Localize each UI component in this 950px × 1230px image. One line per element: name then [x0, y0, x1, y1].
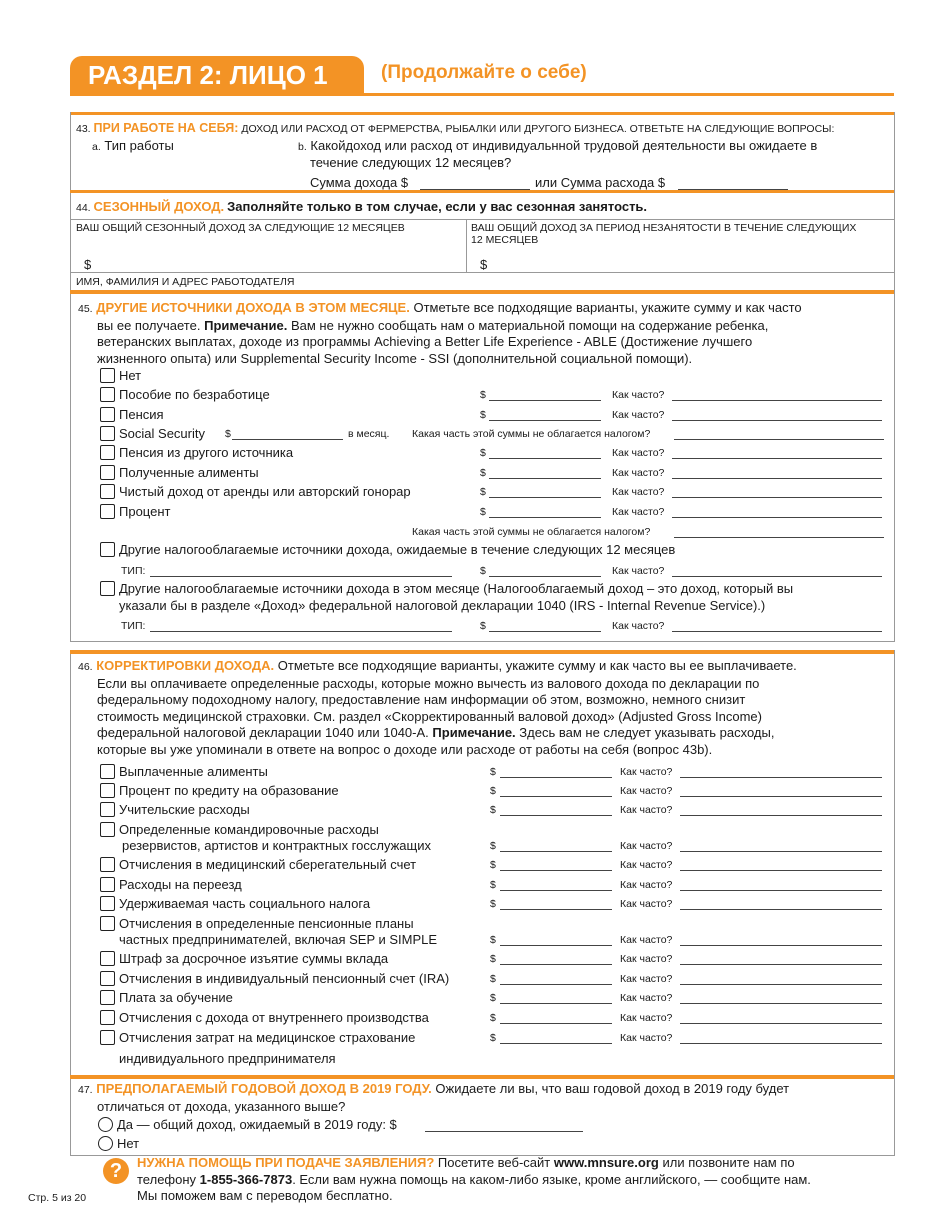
how-often-label: Как часто?: [612, 389, 665, 401]
dollar-sign: $: [480, 565, 486, 577]
social-security-amount-field[interactable]: [232, 439, 343, 440]
dollar-sign: $: [490, 840, 496, 852]
income-source-checkbox[interactable]: [100, 445, 115, 460]
how-often-label: Как часто?: [612, 506, 665, 518]
amount-field[interactable]: [489, 576, 601, 577]
dollar-sign: $: [480, 409, 486, 421]
how-often-label: Как часто?: [612, 447, 665, 459]
dollar-sign: $: [490, 992, 496, 1004]
dollar-sign: $: [490, 766, 496, 778]
dollar-sign: $: [225, 428, 231, 440]
adjustment-label: Отчисления в индивидуальный пенсионный счет (IRA): [119, 971, 450, 986]
unemployment-income-label-2: 12 МЕСЯЦЕВ: [471, 234, 539, 246]
adjustment-checkbox[interactable]: [100, 971, 115, 986]
divider: [70, 190, 894, 193]
dollar-sign: $: [490, 934, 496, 946]
amount-field[interactable]: [489, 497, 601, 498]
amount-field[interactable]: [500, 815, 612, 816]
how-often-label: Как часто?: [620, 898, 673, 910]
amount-field[interactable]: [489, 517, 601, 518]
dollar-sign: $: [480, 506, 486, 518]
frequency-field[interactable]: [680, 984, 882, 985]
adjustment-checkbox[interactable]: [100, 896, 115, 911]
amount-field[interactable]: [500, 777, 612, 778]
income-source-label: Пенсия из другого источника: [119, 445, 294, 460]
how-often-label: Как часто?: [612, 486, 665, 498]
amount-field[interactable]: [489, 400, 601, 401]
divider: [70, 1075, 894, 1079]
seasonal-income-field[interactable]: $: [84, 257, 92, 272]
income-source-label: Процент: [119, 504, 171, 519]
how-often-label: Как часто?: [620, 785, 673, 797]
type-field[interactable]: [150, 631, 452, 632]
frequency-field[interactable]: [680, 1003, 882, 1004]
amount-field[interactable]: [500, 851, 612, 852]
income-source-checkbox[interactable]: [100, 484, 115, 499]
adjustment-checkbox[interactable]: [100, 951, 115, 966]
how-often-label: Как часто?: [620, 1032, 673, 1044]
divider: [70, 290, 894, 294]
adjustment-checkbox[interactable]: [100, 822, 115, 837]
q43b-label-2: течение следующих 12 месяцев?: [310, 155, 512, 170]
adjustment-label: Расходы на переезд: [119, 877, 242, 892]
frequency-field[interactable]: [680, 870, 882, 871]
question-icon: ?: [103, 1158, 129, 1184]
social-security-label: Social Security: [119, 426, 205, 441]
section-title: РАЗДЕЛ 2: ЛИЦО 1: [88, 60, 328, 90]
frequency-field[interactable]: [672, 420, 882, 421]
income-source-checkbox[interactable]: [100, 387, 115, 402]
other-taxable-month-label-2: указали бы в разделе «Доход» федеральной налоговой декларации 1040 (IRS - Internal Revenue Service).): [119, 598, 766, 613]
frequency-field[interactable]: [672, 517, 882, 518]
other-taxable-month-label: Другие налогооблагаемые источники дохода в этом месяце (Налогооблагаемый доход – это доход, который вы: [119, 581, 794, 596]
adjustment-checkbox[interactable]: [100, 764, 115, 779]
frequency-field[interactable]: [680, 945, 882, 946]
frequency-field[interactable]: [680, 1043, 882, 1044]
seasonal-income-label: ВАШ ОБЩИЙ СЕЗОННЫЙ ДОХОД ЗА СЛЕДУЮЩИЕ 12 МЕСЯЦЕВ: [76, 222, 405, 234]
divider: [70, 93, 894, 96]
border: [894, 650, 895, 1156]
dollar-sign: $: [490, 1012, 496, 1024]
adjustment-label: Отчисления затрат на медицинское страхование: [119, 1030, 416, 1045]
adjustment-checkbox[interactable]: [100, 1010, 115, 1025]
expense-label: или Сумма расхода $: [535, 175, 666, 190]
unemployment-income-label: ВАШ ОБЩИЙ ДОХОД ЗА ПЕРИОД НЕЗАНЯТОСТИ В ТЕЧЕНИЕ СЛЕДУЮЩИХ: [471, 222, 857, 234]
dollar-sign: $: [480, 447, 486, 459]
adjustment-checkbox[interactable]: [100, 802, 115, 817]
other-taxable-month-checkbox[interactable]: [100, 581, 115, 596]
how-often-label: Как часто?: [620, 879, 673, 891]
frequency-field[interactable]: [680, 796, 882, 797]
adjustment-label-2: индивидуального предпринимателя: [119, 1051, 336, 1066]
amount-field[interactable]: [500, 870, 612, 871]
amount-field[interactable]: [489, 420, 601, 421]
income-source-checkbox[interactable]: [100, 465, 115, 480]
adjustment-label: Учительские расходы: [119, 802, 250, 817]
amount-field[interactable]: [489, 478, 601, 479]
q43-heading: 43. ПРИ РАБОТЕ НА СЕБЯ: ДОХОД ИЛИ РАСХОД ОТ ФЕРМЕРСТВА, РЫБАЛКИ ИЛИ ДРУГОГО БИЗНЕСА. ОТВЕТЬТЕ НА СЛЕДУЮЩИЕ ВОПРОСЫ:: [76, 121, 835, 135]
income-source-checkbox[interactable]: [100, 504, 115, 519]
frequency-field[interactable]: [672, 458, 882, 459]
yes-radio[interactable]: [98, 1117, 113, 1132]
frequency-field[interactable]: [672, 478, 882, 479]
border: [70, 641, 895, 642]
adjustment-checkbox[interactable]: [100, 916, 115, 931]
adjustment-checkbox[interactable]: [100, 990, 115, 1005]
none-label: Нет: [119, 368, 142, 383]
adjustment-label: Отчисления в определенные пенсионные планы: [119, 916, 414, 931]
dollar-sign: $: [480, 389, 486, 401]
q44-heading: 44. СЕЗОННЫЙ ДОХОД. Заполняйте только в том случае, если у вас сезонная занятость.: [76, 199, 648, 214]
taxfree-label: Какая часть этой суммы не облагается налогом?: [412, 428, 651, 440]
yes-label: Да — общий доход, ожидаемый в 2019 году: $: [117, 1117, 397, 1132]
amount-field[interactable]: [500, 945, 612, 946]
frequency-field[interactable]: [680, 890, 882, 891]
annual-income-field[interactable]: [425, 1131, 583, 1132]
frequency-field[interactable]: [672, 576, 882, 577]
how-often-label: Как часто?: [620, 934, 673, 946]
no-label: Нет: [117, 1136, 140, 1151]
income-source-label: Пособие по безработице: [119, 387, 270, 402]
adjustment-label-2: частных предпринимателей, включая SEP и SIMPLE: [119, 932, 438, 947]
divider: [70, 112, 894, 115]
divider: [70, 272, 895, 273]
border: [894, 112, 895, 642]
income-source-label: Полученные алименты: [119, 465, 259, 480]
other-taxable-12m-checkbox[interactable]: [100, 542, 115, 557]
adjustment-checkbox[interactable]: [100, 857, 115, 872]
dollar-sign: $: [480, 467, 486, 479]
adjustment-label: Выплаченные алименты: [119, 764, 268, 779]
amount-field[interactable]: [489, 458, 601, 459]
dollar-sign: $: [490, 1032, 496, 1044]
amount-field[interactable]: [500, 1023, 612, 1024]
how-often-label: Как часто?: [620, 973, 673, 985]
how-often-label: Как часто?: [612, 467, 665, 479]
how-often-label: Как часто?: [620, 992, 673, 1004]
frequency-field[interactable]: [672, 631, 882, 632]
frequency-field[interactable]: [672, 497, 882, 498]
dollar-sign: $: [490, 973, 496, 985]
type-label: ТИП:: [121, 620, 146, 632]
income-source-checkbox[interactable]: [100, 407, 115, 422]
how-often-label: Как часто?: [620, 840, 673, 852]
page-number: Стр. 5 из 20: [28, 1192, 87, 1204]
amount-field[interactable]: [500, 964, 612, 965]
section-subtitle: (Продолжайте о себе): [381, 62, 587, 83]
how-often-label: Как часто?: [612, 565, 665, 577]
help-text: НУЖНА ПОМОЩЬ ПРИ ПОДАЧЕ ЗАЯВЛЕНИЯ? Посетите веб-сайт www.mnsure.org или позвоните нам по телефону 1-855-366-7873. Если вам нужна помощь на каком-либо языке, кроме английского, — сообщите нам. Мы поможем вам с переводом бесплатно.: [137, 1155, 811, 1203]
border: [70, 650, 71, 1156]
how-often-label: Как часто?: [620, 804, 673, 816]
income-source-label: Чистый доход от аренды или авторский гонорар: [119, 484, 411, 499]
frequency-field[interactable]: [680, 851, 882, 852]
social-security-checkbox[interactable]: [100, 426, 115, 441]
dollar-sign: $: [490, 953, 496, 965]
divider: [466, 219, 467, 272]
q47-intro: 47. ПРЕДПОЛАГАЕМЫЙ ГОДОВОЙ ДОХОД В 2019 ГОДУ. Ожидаете ли вы, что ваш годовой доход в 2019 году будет отличаться от дохода, указанного выше?: [78, 1081, 790, 1114]
taxfree-field[interactable]: [674, 537, 884, 538]
how-often-label: Как часто?: [620, 859, 673, 871]
employer-field[interactable]: ИМЯ, ФАМИЛИЯ И АДРЕС РАБОТОДАТЕЛЯ: [76, 276, 295, 288]
unemployment-income-field[interactable]: $: [480, 257, 488, 272]
divider: [70, 219, 895, 220]
adjustment-label: Определенные командировочные расходы: [119, 822, 379, 837]
frequency-field[interactable]: [672, 400, 882, 401]
q43a-label: a. Тип работы: [92, 138, 174, 153]
amount-field[interactable]: [500, 890, 612, 891]
how-often-label: Как часто?: [612, 620, 665, 632]
adjustment-label: Отчисления с дохода от внутреннего производства: [119, 1010, 429, 1025]
no-radio[interactable]: [98, 1136, 113, 1151]
divider: [70, 650, 894, 654]
how-often-label: Как часто?: [620, 953, 673, 965]
dollar-sign: $: [490, 859, 496, 871]
how-often-label: Как часто?: [612, 409, 665, 421]
adjustment-checkbox[interactable]: [100, 783, 115, 798]
dollar-sign: $: [490, 785, 496, 797]
how-often-label: Как часто?: [620, 766, 673, 778]
dollar-sign: $: [490, 879, 496, 891]
income-source-label: Пенсия: [119, 407, 164, 422]
frequency-field[interactable]: [680, 815, 882, 816]
taxfree-field[interactable]: [674, 439, 884, 440]
q45-intro: 45. ДРУГИЕ ИСТОЧНИКИ ДОХОДА В ЭТОМ МЕСЯЦЕ. Отметьте все подходящие варианты, укажите сумму и как часто вы ее получаете. Примечание. Вам не нужно сообщать нам о материальной помощи на содержание ребенка, ветеранских выплатах, доходе из программы Achieving a Better Life Experience - ABLE (Достижение лучшего жизненного опыта) или Supplemental Security Income - SSI (дополнительной социальной помощи).: [78, 300, 802, 366]
amount-field[interactable]: [500, 1003, 612, 1004]
per-month-label: в месяц.: [348, 428, 390, 440]
how-often-label: Как часто?: [620, 1012, 673, 1024]
frequency-field[interactable]: [680, 909, 882, 910]
adjustment-label-2: резервистов, артистов и контрактных госслужащих: [122, 838, 431, 853]
q43b-label: b. Какойдоход или расход от индивидуальнной трудовой деятельности вы ожидаете в: [298, 138, 818, 153]
none-checkbox[interactable]: [100, 368, 115, 383]
dollar-sign: $: [490, 898, 496, 910]
dollar-sign: $: [490, 804, 496, 816]
amount-field[interactable]: [500, 909, 612, 910]
frequency-field[interactable]: [680, 777, 882, 778]
adjustment-checkbox[interactable]: [100, 1030, 115, 1045]
adjustment-label: Плата за обучение: [119, 990, 233, 1005]
other-taxable-12m-label: Другие налогооблагаемые источники дохода, ожидаемые в течение следующих 12 месяцев: [119, 542, 676, 557]
frequency-field[interactable]: [680, 964, 882, 965]
amount-field[interactable]: [500, 796, 612, 797]
q46-intro: 46. КОРРЕКТИРОВКИ ДОХОДА. Отметьте все подходящие варианты, укажите сумму и как часто вы ее выплачиваете. Если вы оплачиваете определенные расходы, которые можно вычесть из валового дохода по декларации по федеральному подоходному налогу, предоставление нам информации об этом, возможно, немного снизит стоимость медицинской страховки. См. раздел «Скорректированный валовой доход» (Adjusted Gross Income) федеральной налоговой декларации 1040 или 1040-A. Примечание. Здесь вам не следует указывать расходы, которые вы уже упоминали в ответе на вопрос о доходе или расходе от работы на себя (вопрос 43b).: [78, 658, 797, 757]
type-field[interactable]: [150, 576, 452, 577]
income-label: Сумма дохода $: [310, 175, 409, 190]
adjustment-label: Удерживаемая часть социального налога: [119, 896, 371, 911]
amount-field[interactable]: [500, 984, 612, 985]
adjustment-label: Отчисления в медицинский сберегательный счет: [119, 857, 417, 872]
dollar-sign: $: [480, 486, 486, 498]
amount-field[interactable]: [489, 631, 601, 632]
adjustment-label: Процент по кредиту на образование: [119, 783, 339, 798]
adjustment-checkbox[interactable]: [100, 877, 115, 892]
frequency-field[interactable]: [680, 1023, 882, 1024]
adjustment-label: Штраф за досрочное изъятие суммы вклада: [119, 951, 389, 966]
amount-field[interactable]: [500, 1043, 612, 1044]
taxfree-label: Какая часть этой суммы не облагается налогом?: [412, 526, 651, 538]
type-label: ТИП:: [121, 565, 146, 577]
dollar-sign: $: [480, 620, 486, 632]
